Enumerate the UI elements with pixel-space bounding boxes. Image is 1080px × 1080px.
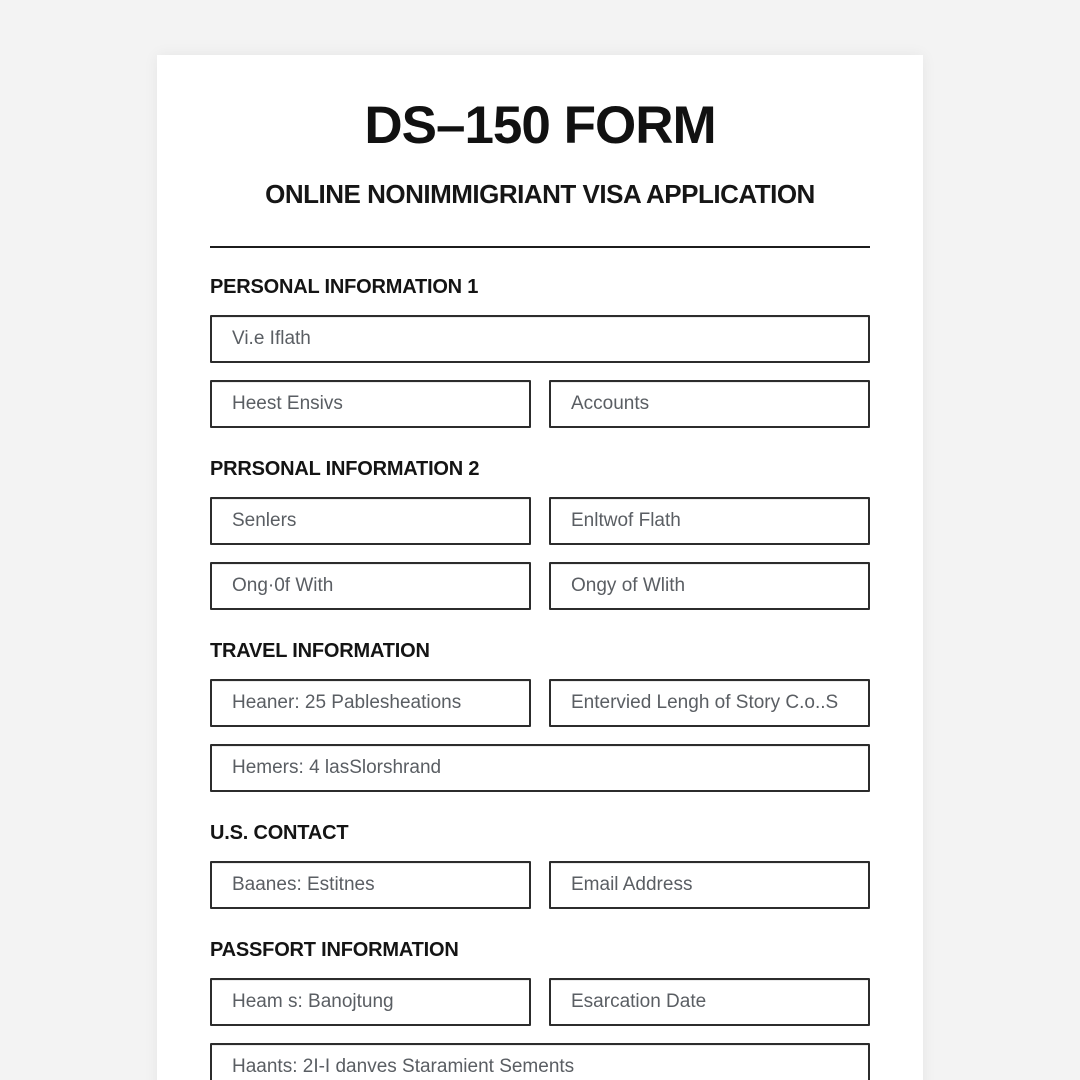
input-ong-0f-with[interactable] xyxy=(210,562,531,610)
input-hemers-lasslorshrand[interactable] xyxy=(210,744,870,792)
input-heaner-pablesheations[interactable] xyxy=(210,679,531,727)
input-baanes-estitnes[interactable] xyxy=(210,861,531,909)
input-accounts[interactable] xyxy=(549,380,870,428)
input-esarcation-date[interactable] xyxy=(549,978,870,1026)
section-personal-information-1 xyxy=(210,276,870,428)
section-title-travel-information: TRAVEL INFORMATION xyxy=(210,640,430,663)
field-row xyxy=(210,380,870,428)
field-row xyxy=(210,978,870,1026)
form-subtitle: ONLINE NONIMMIGRIANT VISA APPLICATION xyxy=(265,179,815,210)
input-heest-ensivs[interactable] xyxy=(210,380,531,428)
input-heam-s-banojtung[interactable] xyxy=(210,978,531,1026)
section-title-us-contact: U.S. CONTACT xyxy=(210,822,349,845)
input-email-address[interactable] xyxy=(549,861,870,909)
form-card xyxy=(157,55,923,1080)
input-haants-staramient-sements[interactable] xyxy=(210,1043,870,1080)
field-row xyxy=(210,679,870,727)
form-title: DS–150 FORM xyxy=(364,96,716,155)
section-personal-information-2 xyxy=(210,458,870,610)
field-row xyxy=(210,497,870,545)
section-passport-information xyxy=(210,939,870,1080)
section-travel-information xyxy=(210,640,870,792)
input-ongy-of-wlith[interactable] xyxy=(549,562,870,610)
section-title-passport-information: PASSFORT INFORMATION xyxy=(210,939,459,962)
header-divider xyxy=(210,246,870,248)
input-vie-iflath[interactable] xyxy=(210,315,870,363)
input-senlers[interactable] xyxy=(210,497,531,545)
section-title-personal-information-2: PRRSONAL INFORMATION 2 xyxy=(210,458,480,481)
section-us-contact xyxy=(210,822,870,909)
input-enltwof-flath[interactable] xyxy=(549,497,870,545)
field-row xyxy=(210,861,870,909)
section-title-personal-information-1: PERSONAL INFORMATION 1 xyxy=(210,276,479,299)
field-row xyxy=(210,562,870,610)
input-entervied-lengh-of-story[interactable] xyxy=(549,679,870,727)
